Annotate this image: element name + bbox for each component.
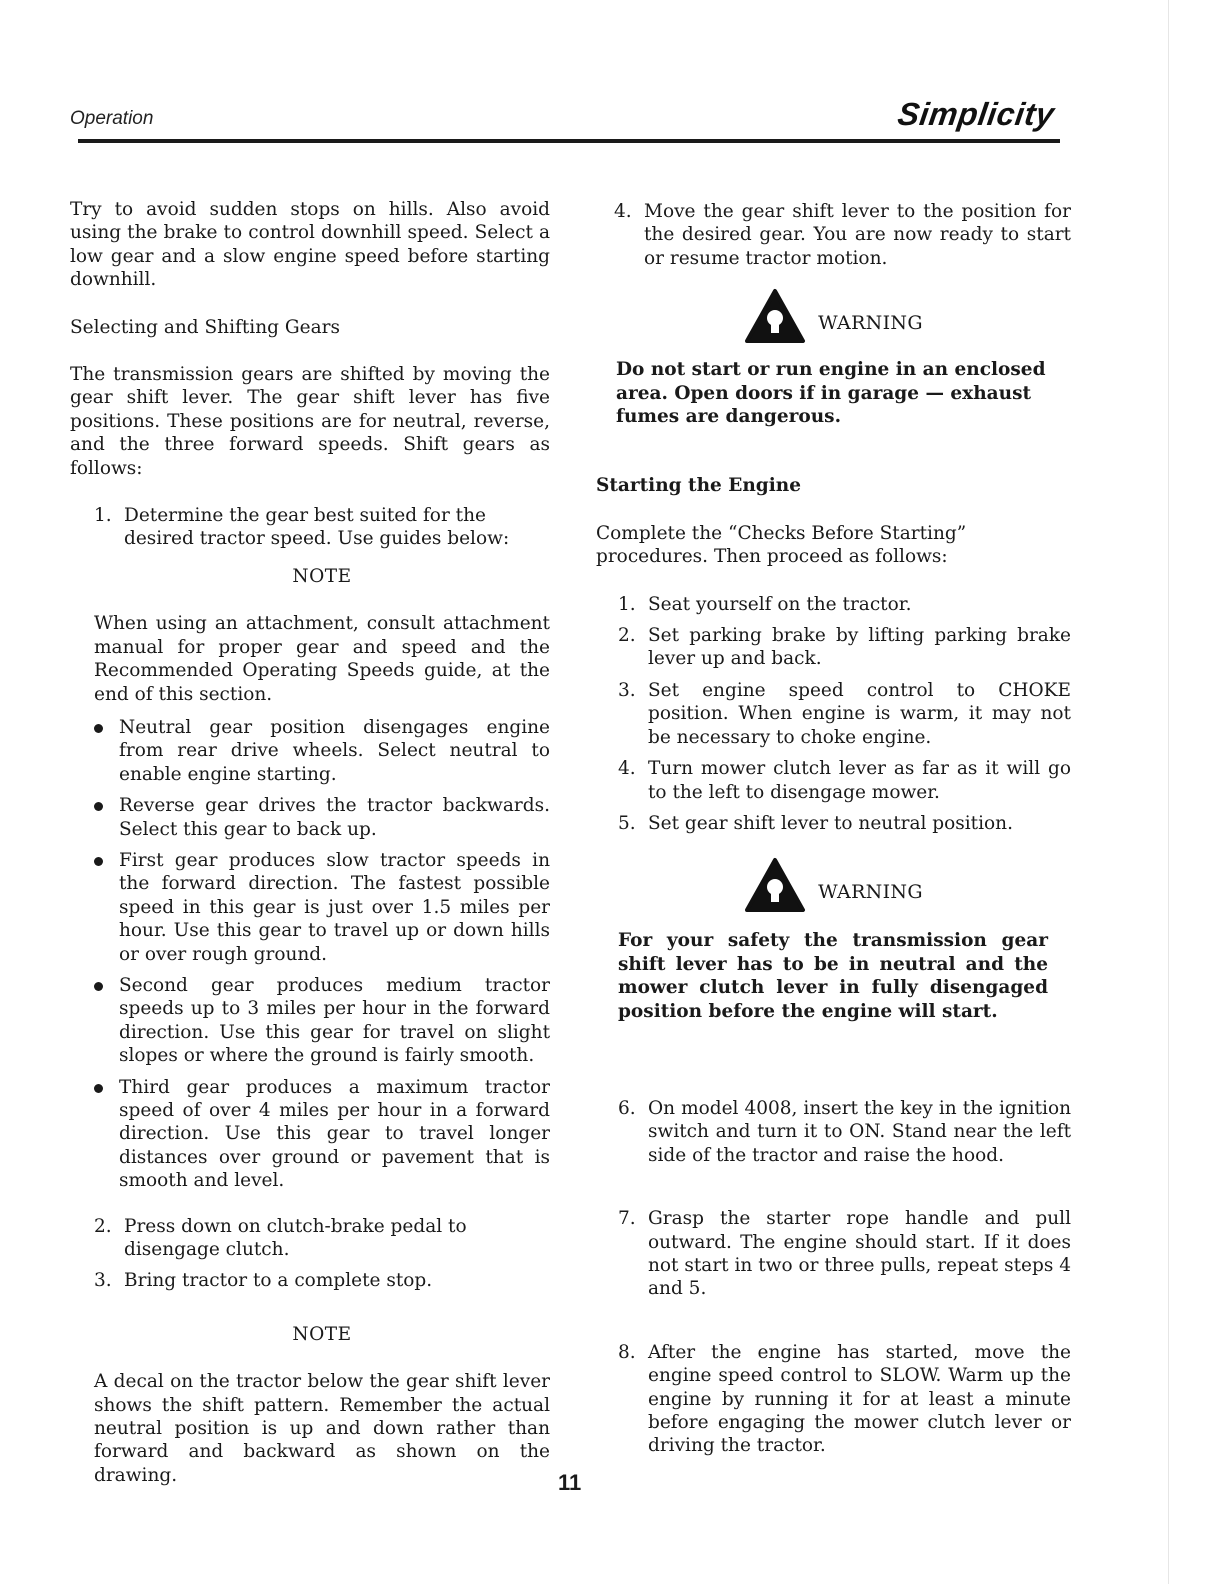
list-item: 7. Grasp the starter rope handle and pull outward. The engine should start. If it does not start in two or three pulls, repeat steps 4 and 5. — [618, 1208, 1071, 1300]
list-item: 2. Press down on clutch-brake pedal to disengage clutch. — [94, 1215, 467, 1261]
gears-heading: Selecting and Shifting Gears — [70, 316, 340, 338]
brand-logo: Simplicity — [895, 96, 1057, 132]
starting-steps-list-continued — [596, 1097, 1071, 1458]
list-item: 1. Seat yourself on the tractor. — [618, 593, 912, 615]
list-item: Second gear produces medium tractor speeds up to 3 miles per hour in the forward direction. Use this gear for travel on slight slopes or where the ground is fairly smooth. — [94, 974, 550, 1068]
bullet-icon — [94, 1076, 108, 1193]
list-item: First gear produces slow tractor speeds in the forward direction. The fastest possible speed in this gear is just over 1.5 miles per hour. Use this gear to travel up or down hills or over rough ground. — [94, 849, 550, 966]
warning-header — [596, 857, 1071, 913]
gear-steps-list-continued — [70, 1215, 550, 1293]
note-title: NOTE — [292, 1323, 352, 1345]
section-title: Operation — [70, 108, 154, 129]
list-item: Reverse gear drives the tractor backwards. Select this gear to back up. — [94, 794, 550, 841]
warning-text: For your safety the transmission gear shift lever has to be in neutral and the mower clutch lever in fully disengaged position before the engine will start. — [618, 930, 1048, 1022]
list-item: 3. Set engine speed control to CHOKE position. When engine is warm, it may not be necessary to choke engine. — [618, 679, 1071, 748]
list-item: Neutral gear position disengages engine from rear drive wheels. Select neutral to enable engine starting. — [94, 716, 550, 786]
warning-label: WARNING — [818, 311, 923, 334]
list-item: 8. After the engine has started, move the engine speed control to SLOW. Warm up the engine by running it for at least a minute before engaging the mower clutch lever or driving the tractor. — [618, 1341, 1071, 1457]
right-column — [596, 200, 1071, 1466]
gear-steps-list-end — [596, 200, 1071, 270]
note-text: When using an attachment, consult attachment manual for proper gear and speed and the Recommended Operating Speeds guide, at the end of this section. — [94, 613, 550, 705]
intro-paragraph: Try to avoid sudden stops on hills. Also avoid using the brake to control downhill speed. Select a low gear and a slow engine speed before starting downhill. — [70, 199, 550, 291]
gears-paragraph: The transmission gears are shifted by moving the gear shift lever. The gear shift lever has five positions. These positions are for neutral, reverse, and the three forward speeds. Shift gears as follows: — [70, 364, 550, 479]
warning-triangle-icon — [744, 288, 806, 344]
left-column — [70, 198, 550, 1487]
warning-label: WARNING — [818, 880, 923, 903]
warning-triangle-icon — [744, 857, 806, 913]
starting-intro: Complete the “Checks Before Starting” procedures. Then proceed as follows: — [596, 522, 967, 568]
warning-header — [596, 288, 1071, 344]
bullet-icon — [94, 716, 108, 786]
starting-steps-list — [596, 593, 1071, 836]
list-item: 3. Bring tractor to a complete stop. — [94, 1270, 433, 1292]
header-rule — [78, 139, 1060, 143]
bullet-icon — [94, 849, 108, 966]
note-title: NOTE — [292, 565, 352, 587]
warning-text: Do not start or run engine in an enclosed area. Open doors if in garage — exhaust fumes are dangerous. — [616, 359, 1046, 428]
list-item: 2. Set parking brake by lifting parking brake lever up and back. — [618, 625, 1071, 670]
list-item: 4. Turn mower clutch lever as far as it will go to the left to disengage mower. — [618, 758, 1071, 803]
list-item: Third gear produces a maximum tractor speed of over 4 miles per hour in a forward direction. Use this gear to travel longer distances over ground or pavement that is smooth and level. — [94, 1076, 550, 1193]
list-item: 4. Move the gear shift lever to the position for the desired gear. You are now ready to start or resume tractor motion. — [614, 201, 1071, 269]
page-number: 11 — [558, 1470, 582, 1495]
list-item: 6. On model 4008, insert the key in the ignition switch and turn it to ON. Stand near the left side of the tractor and raise the hood. — [618, 1097, 1071, 1166]
gear-bullets — [70, 716, 550, 1193]
bullet-icon — [94, 794, 108, 841]
note-text: A decal on the tractor below the gear shift lever shows the shift pattern. Remember the actual neutral position is up and down rather than forward and backward as shown on the drawing. — [94, 1371, 550, 1486]
list-item: 5. Set gear shift lever to neutral position. — [618, 812, 1013, 834]
list-item: 1. Determine the gear best suited for the desired tractor speed. Use guides below: — [94, 505, 510, 550]
starting-heading: Starting the Engine — [596, 475, 801, 497]
scan-edge-line — [1168, 0, 1169, 1584]
gear-steps-list — [70, 504, 550, 551]
bullet-icon — [94, 974, 108, 1068]
